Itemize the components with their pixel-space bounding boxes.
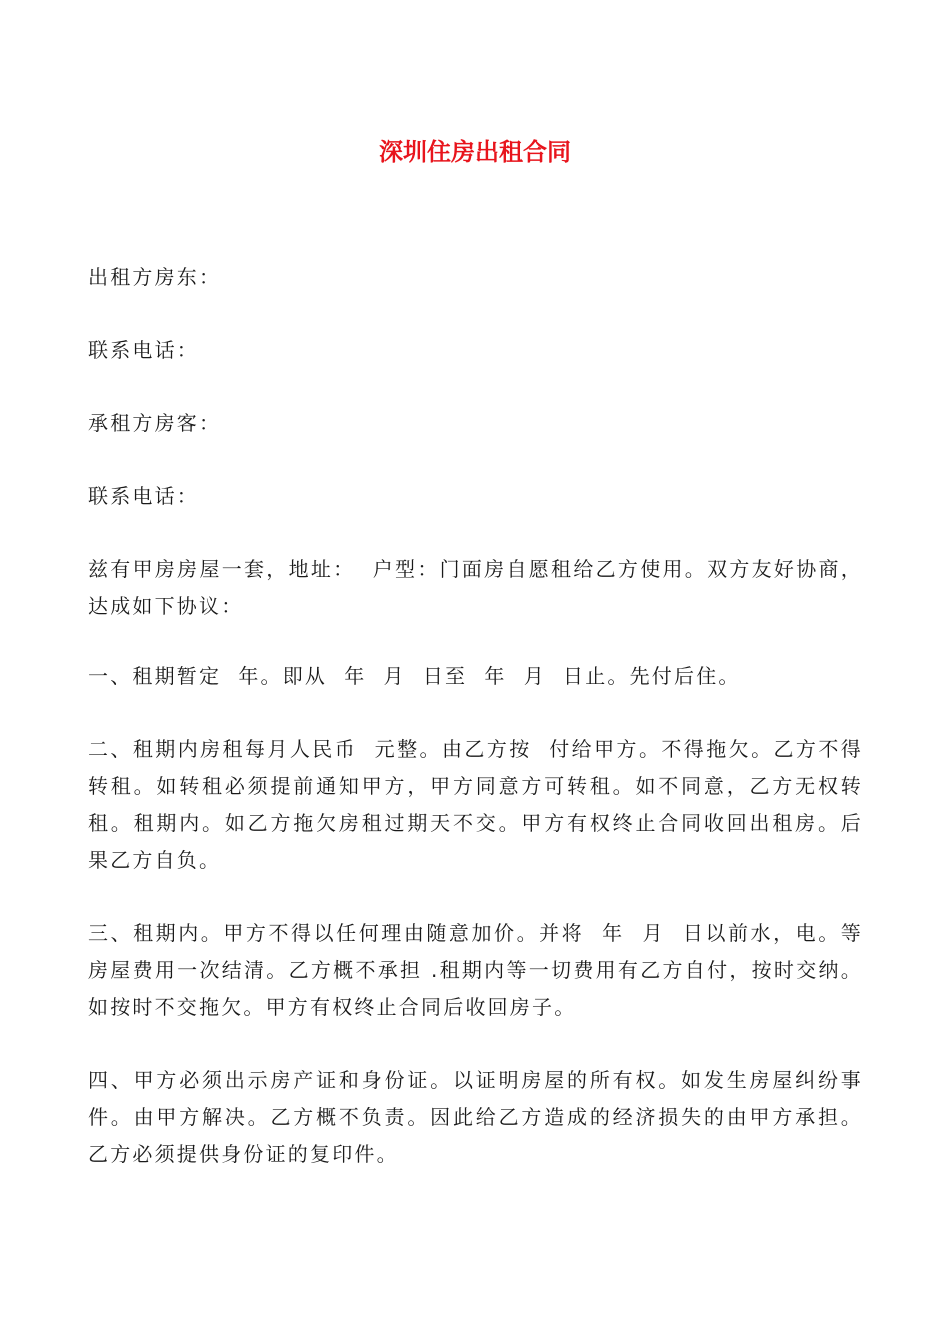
- tenant-field: 承租方房客：: [88, 411, 222, 435]
- landlord-phone-field: 联系电话：: [88, 338, 199, 362]
- landlord-field: 出租方房东：: [88, 265, 222, 289]
- intro-paragraph: 兹有甲房房屋一套，地址： 户型：门面房自愿租给乙方使用。双方友好协商，达成如下协议：: [88, 557, 863, 618]
- document-title: 深圳住房出租合同: [379, 138, 571, 166]
- tenant-phone-field: 联系电话：: [88, 484, 199, 508]
- clause-2: 二、租期内房租每月人民币 元整。由乙方按 付给甲方。不得拖欠。乙方不得转租。如转租必须提前通知甲方，甲方同意方可转租。如不同意，乙方无权转租。租期内。如乙方拖欠房租过期天不交。甲方有权终止合同收回出租房。后果乙方自负。: [88, 737, 863, 872]
- clause-3: 三、租期内。甲方不得以任何理由随意加价。并将 年 月 日以前水，电。等房屋费用一次结清。乙方概不承担 .租期内等一切费用有乙方自付，按时交纳。如按时不交拖欠。甲方有权终止合同后收回房子。: [88, 921, 863, 1019]
- clause-4: 四、甲方必须出示房产证和身份证。以证明房屋的所有权。如发生房屋纠纷事件。由甲方解决。乙方概不负责。因此给乙方造成的经济损失的由甲方承担。乙方必须提供身份证的复印件。: [88, 1068, 863, 1166]
- clause-1: 一、租期暂定 年。即从 年 月 日至 年 月 日止。先付后住。: [88, 664, 741, 688]
